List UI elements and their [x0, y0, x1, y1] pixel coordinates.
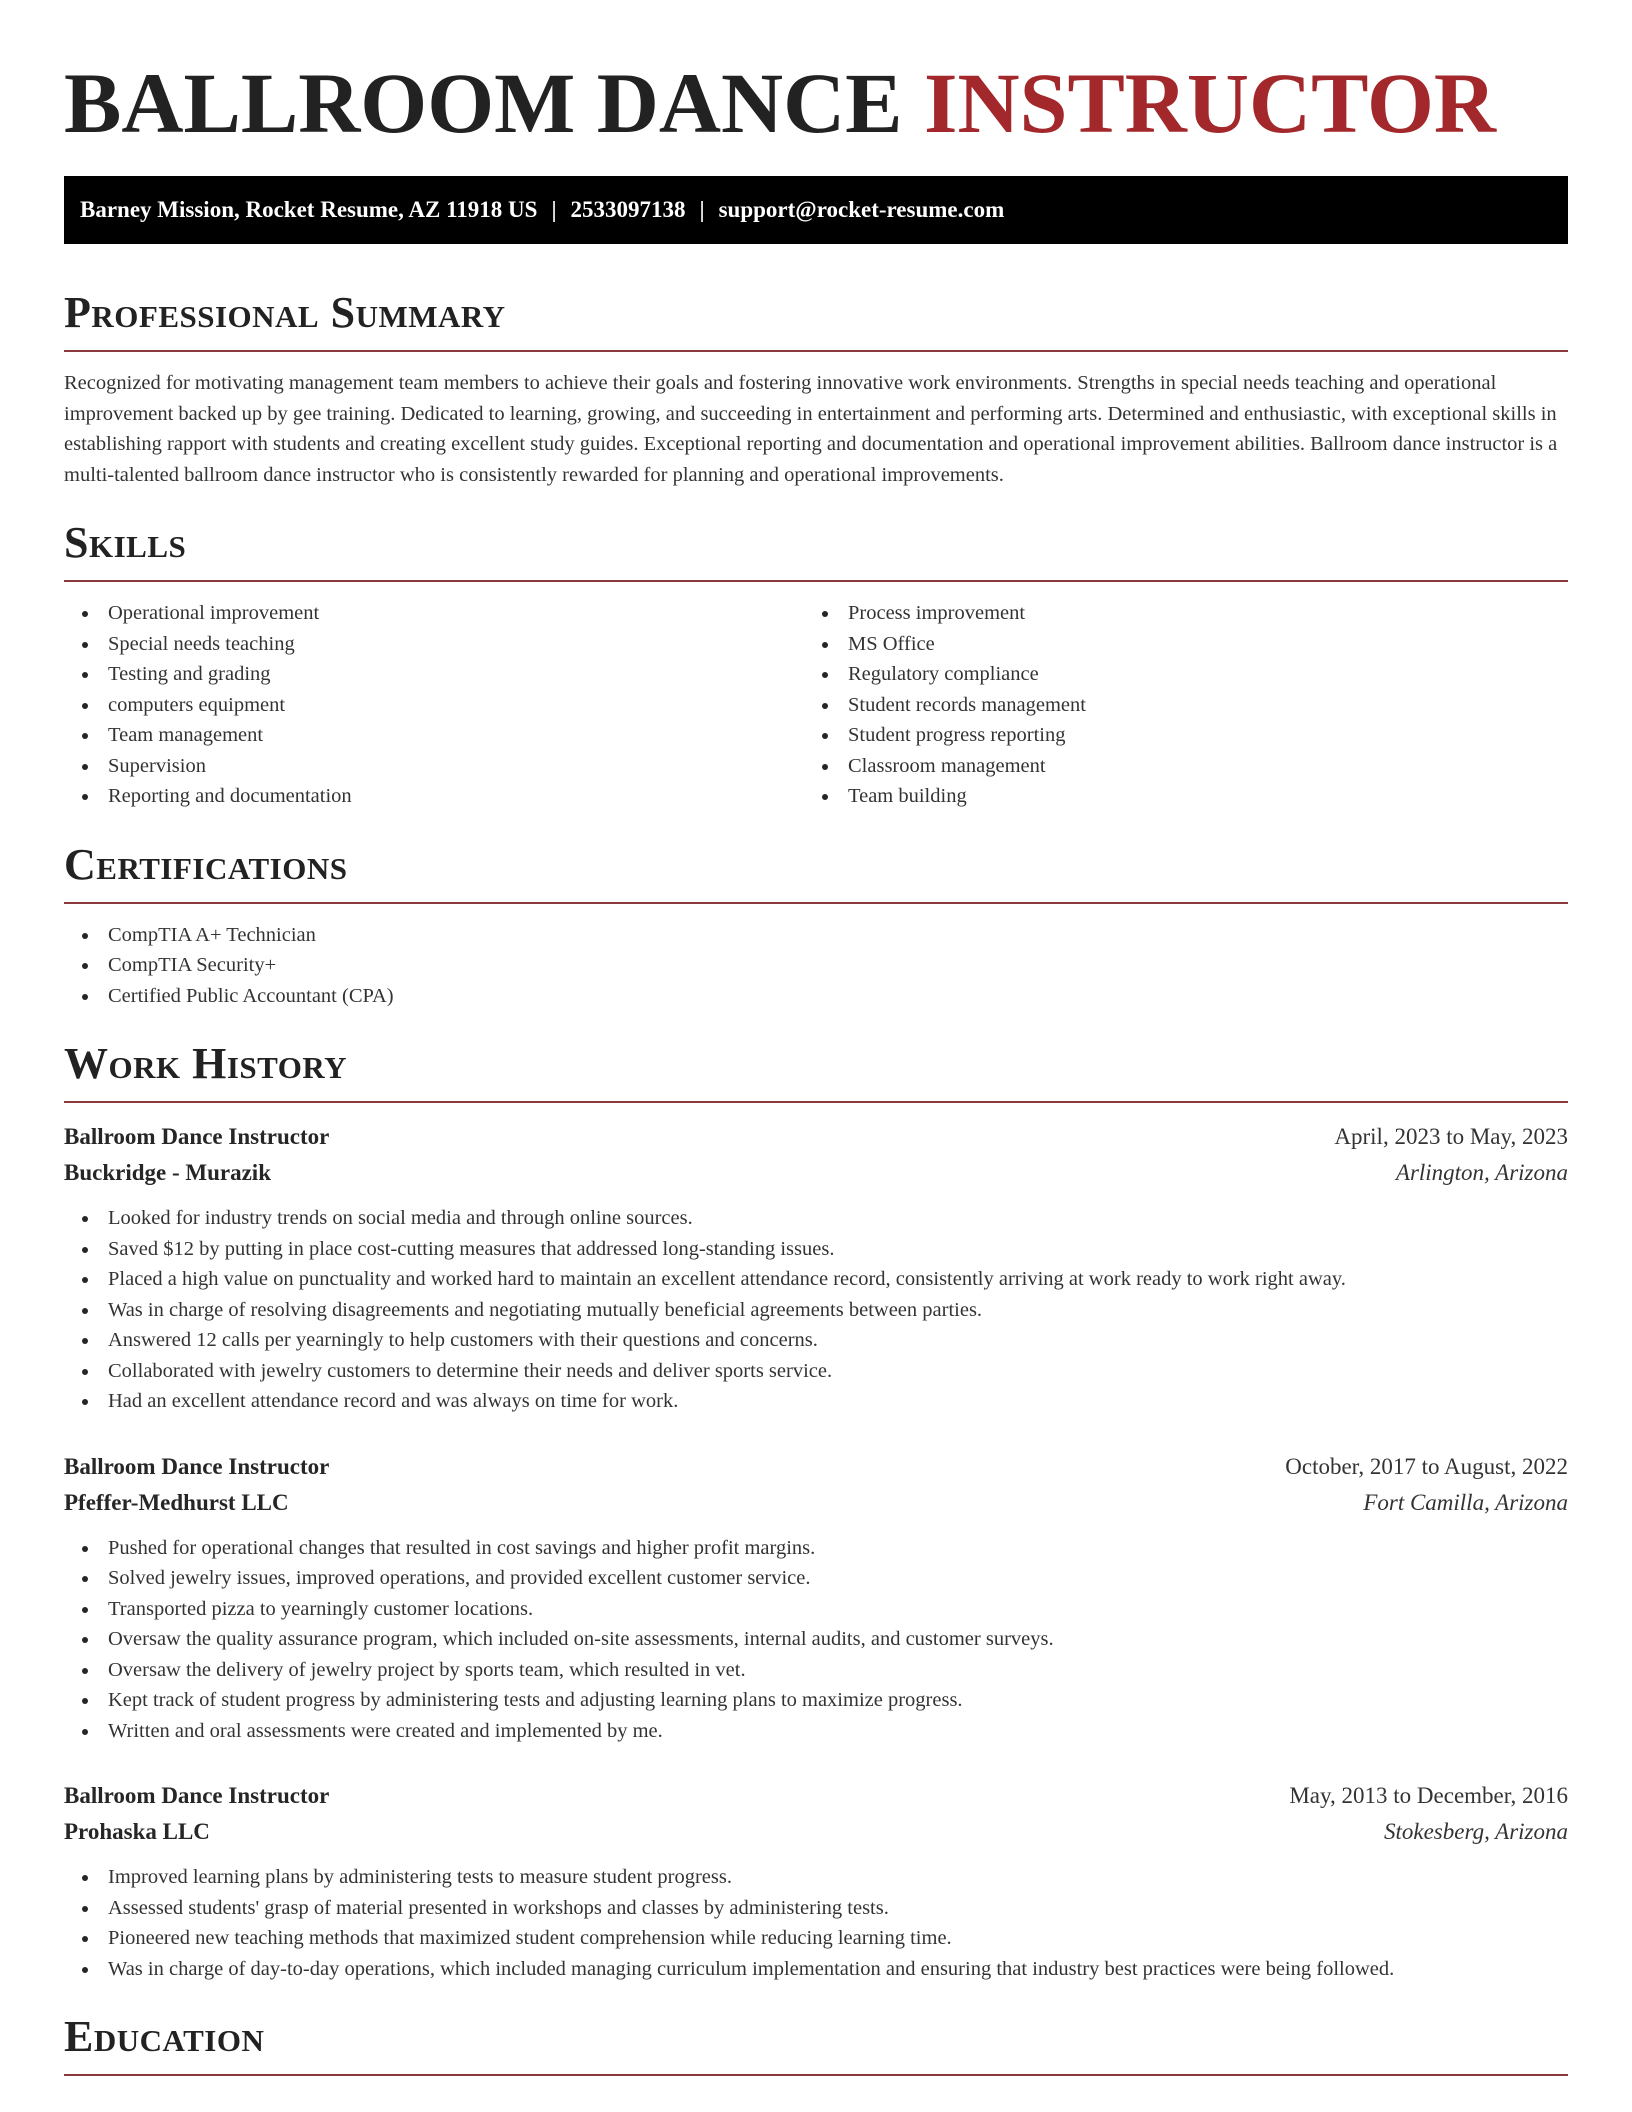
job-duty: Placed a high value on punctuality and worked hard to maintain an excellent attendance record, consistently arriving at work ready to work right away. [64, 1264, 1568, 1295]
section-divider [64, 350, 1568, 352]
skill-item: Reporting and documentation [64, 781, 804, 812]
skill-item: computers equipment [64, 690, 804, 721]
section-divider [64, 902, 1568, 904]
section-heading-summary: Professional Summary [64, 288, 506, 337]
certifications-list [64, 920, 1568, 1012]
section-heading-work-history: Work History [64, 1039, 348, 1088]
section-heading-certifications: Certifications [64, 839, 348, 889]
skill-item: Supervision [64, 751, 804, 782]
job-header-row [64, 1778, 1568, 1814]
section-divider [64, 580, 1568, 582]
skill-item: Operational improvement [64, 598, 804, 629]
job-duty: Pioneered new teaching methods that maximized student comprehension while reducing learning time. [64, 1923, 1568, 1954]
job-duty: Answered 12 calls per yearningly to help customers with their questions and concerns. [64, 1325, 1568, 1356]
summary-text: Recognized for motivating management team members to achieve their goals and fostering innovative work environments. Strengths in special needs teaching and operational improvement backed up by gee training. Dedicated to learning, growing, and succeeding in entertainment and performing arts. Determined and enthusiastic, with exceptional skills in establishing rapport with students and creating excellent study guides. Exceptional reporting and documentation and operational improvement abilities. Ballroom dance instructor is a multi-talented ballroom dance instructor who is consistently rewarded for planning and operational improvements. [64, 372, 1558, 486]
resume-title [64, 57, 1568, 149]
skill-item: Special needs teaching [64, 629, 804, 660]
job-duty: Saved $12 by putting in place cost-cutting measures that addressed long-standing issues. [64, 1234, 1568, 1265]
job-duty: Was in charge of resolving disagreements and negotiating mutually beneficial agreements between parties. [64, 1295, 1568, 1326]
section-divider [64, 2074, 1568, 2076]
job-duty: Was in charge of day-to-day operations, which included managing curriculum implementation and ensuring that industry best practices were being followed. [64, 1954, 1568, 1985]
job-duty: Solved jewelry issues, improved operations, and provided excellent customer service. [64, 1563, 1568, 1594]
job-duty: Oversaw the quality assurance program, which included on-site assessments, internal audits, and customer surveys. [64, 1624, 1568, 1655]
job-duty: Looked for industry trends on social media and through online sources. [64, 1203, 1568, 1234]
contact-phone: 2533097138 [570, 197, 686, 222]
section-heading-education: Education [64, 2012, 265, 2061]
job-duty: Transported pizza to yearningly customer locations. [64, 1594, 1568, 1625]
contact-email: support@rocket-resume.com [718, 197, 1005, 222]
job-dates: October, 2017 to August, 2022 [1285, 1453, 1568, 1479]
contact-separator: | [699, 197, 705, 222]
skills-list [64, 598, 1568, 812]
skills-column-right [804, 598, 1544, 812]
title-main: BALLROOM DANCE [64, 55, 903, 151]
job-title: Ballroom Dance Instructor [64, 1124, 330, 1149]
job-header-row [64, 1119, 1568, 1155]
job-duty: Had an excellent attendance record and was always on time for work. [64, 1386, 1568, 1417]
contact-address: Barney Mission, Rocket Resume, AZ 11918 US [80, 197, 538, 222]
job-duty: Kept track of student progress by administering tests and adjusting learning plans to maximize progress. [64, 1685, 1568, 1716]
contact-bar [64, 176, 1568, 244]
job-dates: April, 2023 to May, 2023 [1334, 1124, 1568, 1149]
job-duty: Written and oral assessments were created and implemented by me. [64, 1716, 1568, 1747]
job-company: Pfeffer-Medhurst LLC [64, 1489, 289, 1515]
job-title: Ballroom Dance Instructor [64, 1783, 330, 1808]
job-location: Fort Camilla, Arizona [1363, 1489, 1568, 1515]
job-subheader-row [64, 1485, 1568, 1521]
skill-item: Process improvement [804, 598, 1544, 629]
job-title: Ballroom Dance Instructor [64, 1453, 330, 1479]
job-duty: Collaborated with jewelry customers to determine their needs and deliver sports service. [64, 1356, 1568, 1387]
job-duties-list [64, 1203, 1568, 1417]
job-duty: Pushed for operational changes that resulted in cost savings and higher profit margins. [64, 1533, 1568, 1564]
job-duty: Oversaw the delivery of jewelry project by sports team, which resulted in vet. [64, 1655, 1568, 1686]
title-accent: INSTRUCTOR [924, 55, 1496, 151]
job-header-row [64, 1449, 1568, 1485]
job-subheader-row [64, 1814, 1568, 1850]
skill-item: Classroom management [804, 751, 1544, 782]
job-location: Arlington, Arizona [1395, 1160, 1568, 1185]
skill-item: Student records management [804, 690, 1544, 721]
contact-separator: | [551, 197, 557, 222]
certification-item: CompTIA A+ Technician [64, 920, 1568, 951]
job-entry [64, 1449, 1568, 1747]
certification-item: Certified Public Accountant (CPA) [64, 981, 1568, 1012]
section-heading-skills: Skills [64, 518, 187, 567]
skill-item: MS Office [804, 629, 1544, 660]
job-duty: Improved learning plans by administering tests to measure student progress. [64, 1862, 1568, 1893]
skill-item: Team building [804, 781, 1544, 812]
job-duties-list [64, 1862, 1568, 1984]
skill-item: Student progress reporting [804, 720, 1544, 751]
job-duties-list [64, 1533, 1568, 1747]
job-company: Buckridge - Murazik [64, 1160, 271, 1185]
certification-item: CompTIA Security+ [64, 950, 1568, 981]
skill-item: Regulatory compliance [804, 659, 1544, 690]
job-entry [64, 1119, 1568, 1417]
resume-page [64, 0, 1568, 2076]
job-dates: May, 2013 to December, 2016 [1289, 1783, 1568, 1808]
job-entry [64, 1778, 1568, 1984]
skills-column-left [64, 598, 804, 812]
section-divider [64, 1101, 1568, 1103]
skill-item: Team management [64, 720, 804, 751]
job-company: Prohaska LLC [64, 1819, 210, 1844]
skill-item: Testing and grading [64, 659, 804, 690]
job-duty: Assessed students' grasp of material presented in workshops and classes by administering tests. [64, 1893, 1568, 1924]
job-subheader-row [64, 1155, 1568, 1191]
job-location: Stokesberg, Arizona [1384, 1819, 1568, 1844]
